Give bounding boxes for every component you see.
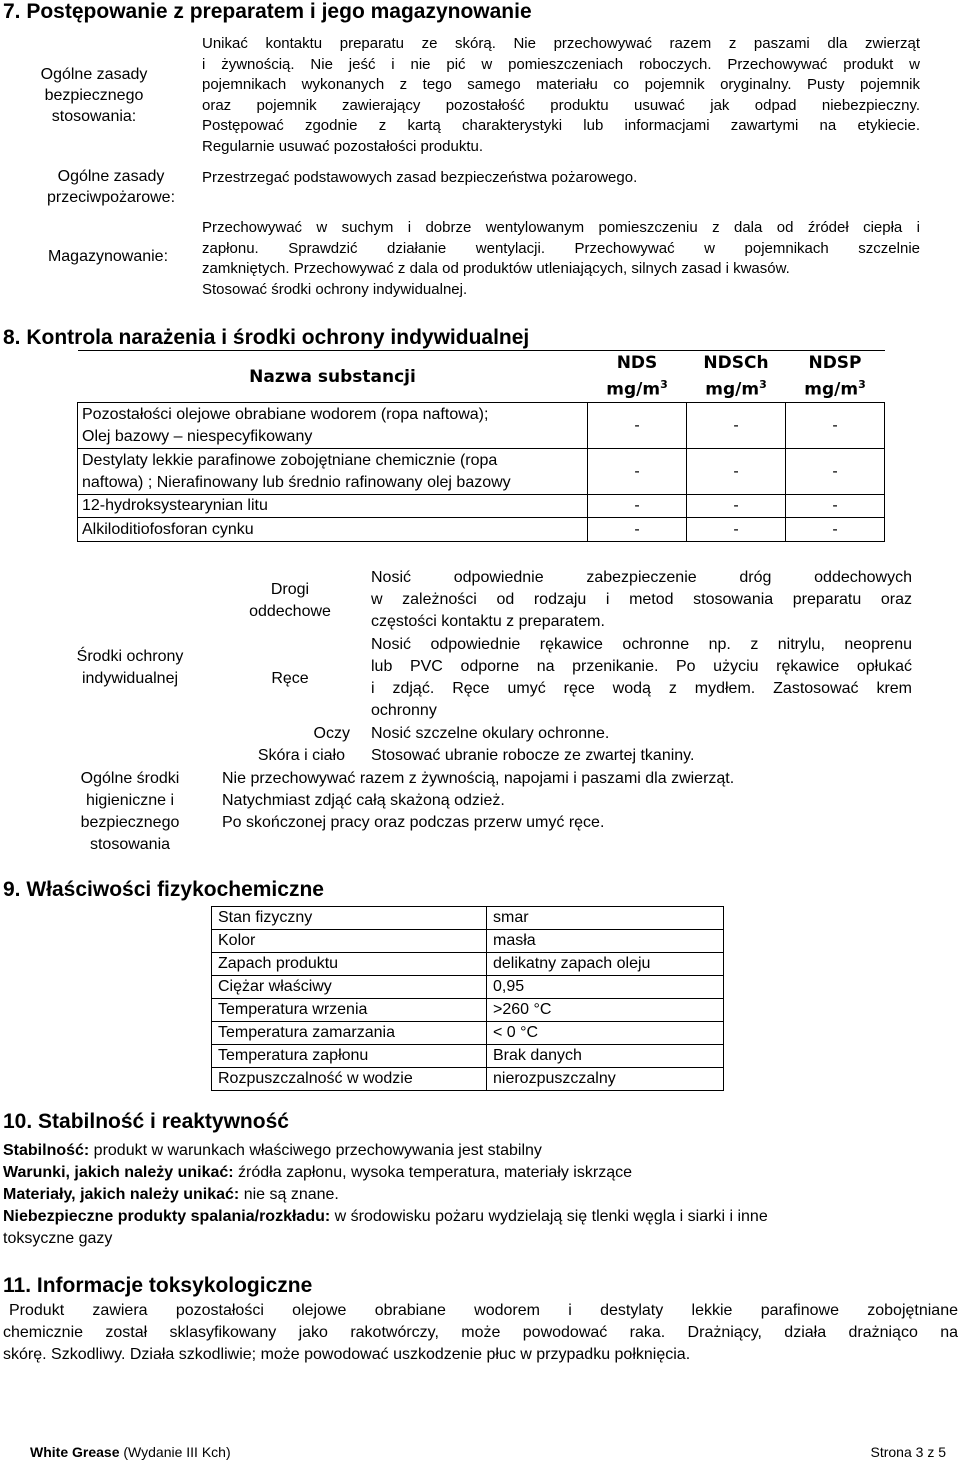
line: Regularnie usuwać pozostałości produktu. [202,137,483,155]
ppe-label-skin: Skóra i ciało [257,747,345,764]
text-storage [202,218,920,300]
header-col-unit: $mg/m^3$ [606,378,668,400]
decomposition-line-cont: toksyczne gazy [3,1230,113,1247]
stability-text [3,1140,953,1250]
text-fire-safety [202,168,920,189]
label-general-safe-use [38,64,150,127]
substance-name: Pozostałości olejowe obrabiane wodorem (ropa naftowa); Olej bazowy – niespecyfikowany [78,403,588,449]
ppe-label-eyes: Oczy [313,725,350,742]
ppe-text-eyes: Nosić szczelne okulary ochronne. [371,725,610,742]
label-storage [38,246,178,267]
section-11-title: 11. Informacje toksykologiczne [3,1274,313,1297]
label-text: Magazynowanie: [47,248,169,265]
table-header-row [78,351,885,403]
footer-page-number: Strona 3 z 5 [870,1444,946,1460]
table-row: Temperatura zamarzania < 0 °C [212,1022,724,1045]
substance-name: Destylaty lekkie parafinowe zobojętniane chemicznie (ropa naftowa) ; Nierafinowany lub średnio rafinowany olej bazowy [78,449,588,495]
ppe-label-hands: Ręce [271,670,309,687]
substance-name: 12-hydroksystearynian litu [78,495,588,518]
table-row: Rozpuszczalność w wodzie nierozpuszczalny [212,1068,724,1091]
hygiene-label: Ogólne środki higieniczne i bezpiecznego stosowania [80,770,180,853]
header-col-name: NDSCh [703,353,769,374]
line: Przestrzegać podstawowych zasad bezpieczeństwa pożarowego. [202,169,638,186]
value-ndsch: - [687,495,786,518]
value-ndsch: - [687,403,786,449]
section-9-title: 9. Właściwości fizykochemiczne [3,878,324,901]
value-nds: - [588,495,687,518]
header-col-name: NDS [616,353,658,374]
label-text: Ogólne zasady przeciwpożarowe: [46,168,176,206]
value-nds: - [588,518,687,542]
text-general-safe-use [202,34,920,157]
materials-line: Materiały, jakich należy unikać: nie są znane. [3,1186,339,1203]
table-row [78,495,885,518]
hygiene-text: Nie przechowywać razem z żywnością, napojami i paszami dla zwierząt. Natychmiast zdjąć całą skażoną odzież. Po skończonej pracy oraz podczas przerw umyć ręce. [222,770,735,831]
label-fire-safety [38,166,184,208]
header-col-unit: $mg/m^3$ [804,378,866,400]
footer-product: White Grease (Wydanie III Kch) [30,1444,231,1460]
value-ndsp: - [786,403,885,449]
ppe-group-label: Środki ochrony indywidualnej [76,648,184,687]
line: pojemnikach wykonanych z tego samego materiału co pojemnik oryginalny. Pusty pojemnik [202,76,920,93]
table-row: Zapach produktu delikatny zapach oleju [212,953,724,976]
line: zapłonu. Sprawdzić działanie wentylacji. Przechowywać w pojemnikach szczelnie [202,239,920,257]
table-row: Stan fizyczny smar [212,907,724,930]
table-row: Temperatura wrzenia >260 °C [212,999,724,1022]
value-ndsp: - [786,449,885,495]
exposure-limits-table [77,350,885,542]
table-row [78,518,885,542]
table-row [78,449,885,495]
header-col-unit: $mg/m^3$ [705,378,767,400]
label-text: Ogólne zasady bezpiecznego stosowania: [40,66,148,125]
line: Stosować środki ochrony indywidualnej. [202,280,468,298]
ppe-label-respiratory: Drogi oddechowe [249,581,331,620]
header-ndsch [687,351,786,403]
section-7-title: 7. Postępowanie z preparatem i jego magazynowanie [3,0,532,23]
table-row [78,403,885,449]
decomposition-line: Niebezpieczne produkty spalania/rozkładu: w środowisku pożaru wydzielają się tlenki węgla i siarki i inne [3,1208,768,1225]
conditions-line: Warunki, jakich należy unikać: źródła zapłonu, wysoka temperatura, materiały iskrzące [3,1164,632,1181]
section-10-title: 10. Stabilność i reaktywność [3,1110,289,1133]
line: i żywnością. Nie jeść i nie pić w pomieszczeniach roboczych. Przechowywać produkt w [202,55,920,73]
substance-name: Alkiloditiofosforan cynku [78,518,588,542]
value-ndsch: - [687,518,786,542]
section-8-title: 8. Kontrola narażenia i środki ochrony indywidualnej [3,326,530,349]
physchem-properties-table [211,906,724,1091]
line: zamkniętych. Przechowywać z dala od produktów utleniających, silnych zasad i kwasów. [202,260,790,277]
value-nds: - [588,449,687,495]
line: Postępować zgodnie z kartą charakterystyki lub informacjami zawartymi na etykiecie. [202,117,920,134]
line: Przechowywać w suchym i dobrze wentylowanym pomieszczeniu z dala od źródeł ciepła i [202,219,920,236]
value-ndsch: - [687,449,786,495]
line: oraz pojemnik zawierający pozostałość produktu usuwać jak odpad niebezpieczny. [202,96,920,114]
ppe-text-skin: Stosować ubranie robocze ze zwartej tkaniny. [371,747,695,764]
value-ndsp: - [786,518,885,542]
value-nds: - [588,403,687,449]
header-ndsp [786,351,885,403]
header-substance-name: Nazwa substancji [78,351,588,403]
ppe-text-respiratory: Nosić odpowiednie zabezpieczenie dróg oddechowych w zależności od rodzaju i metod stosowania preparatu oraz częstości kontaktu z preparatem. [371,569,912,630]
table-row: Kolor masła [212,930,724,953]
header-col-name: NDSP [808,353,862,374]
table-row: Ciężar właściwy 0,95 [212,976,724,999]
value-ndsp: - [786,495,885,518]
line: Unikać kontaktu preparatu ze skórą. Nie przechowywać razem z paszami dla zwierząt [202,35,920,52]
toxicology-text: Produkt zawiera pozostałości olejowe obrabiane wodorem i destylaty lekkie parafinowe zobojętniane chemicznie został sklasyfikowany jako rakotwórczy, może powodować raka. Drażniący, działa drażniąco na skórę. Szkodliwy. Działa szkodliwie; może powodować uszkodzenie płuc w przypadku połknięcia. [3,1302,958,1363]
header-nds [588,351,687,403]
ppe-text-hands: Nosić odpowiednie rękawice ochronne np. z nitrylu, neoprenu lub PVC odporne na przenikanie. Po użyciu rękawice opłukać i zdjąć. Ręce umyć ręce wodą z mydłem. Zastosować krem ochronny [371,636,912,719]
table-row: Temperatura zapłonu Brak danych [212,1045,724,1068]
stability-line: Stabilność: produkt w warunkach właściwego przechowywania jest stabilny [3,1142,542,1159]
